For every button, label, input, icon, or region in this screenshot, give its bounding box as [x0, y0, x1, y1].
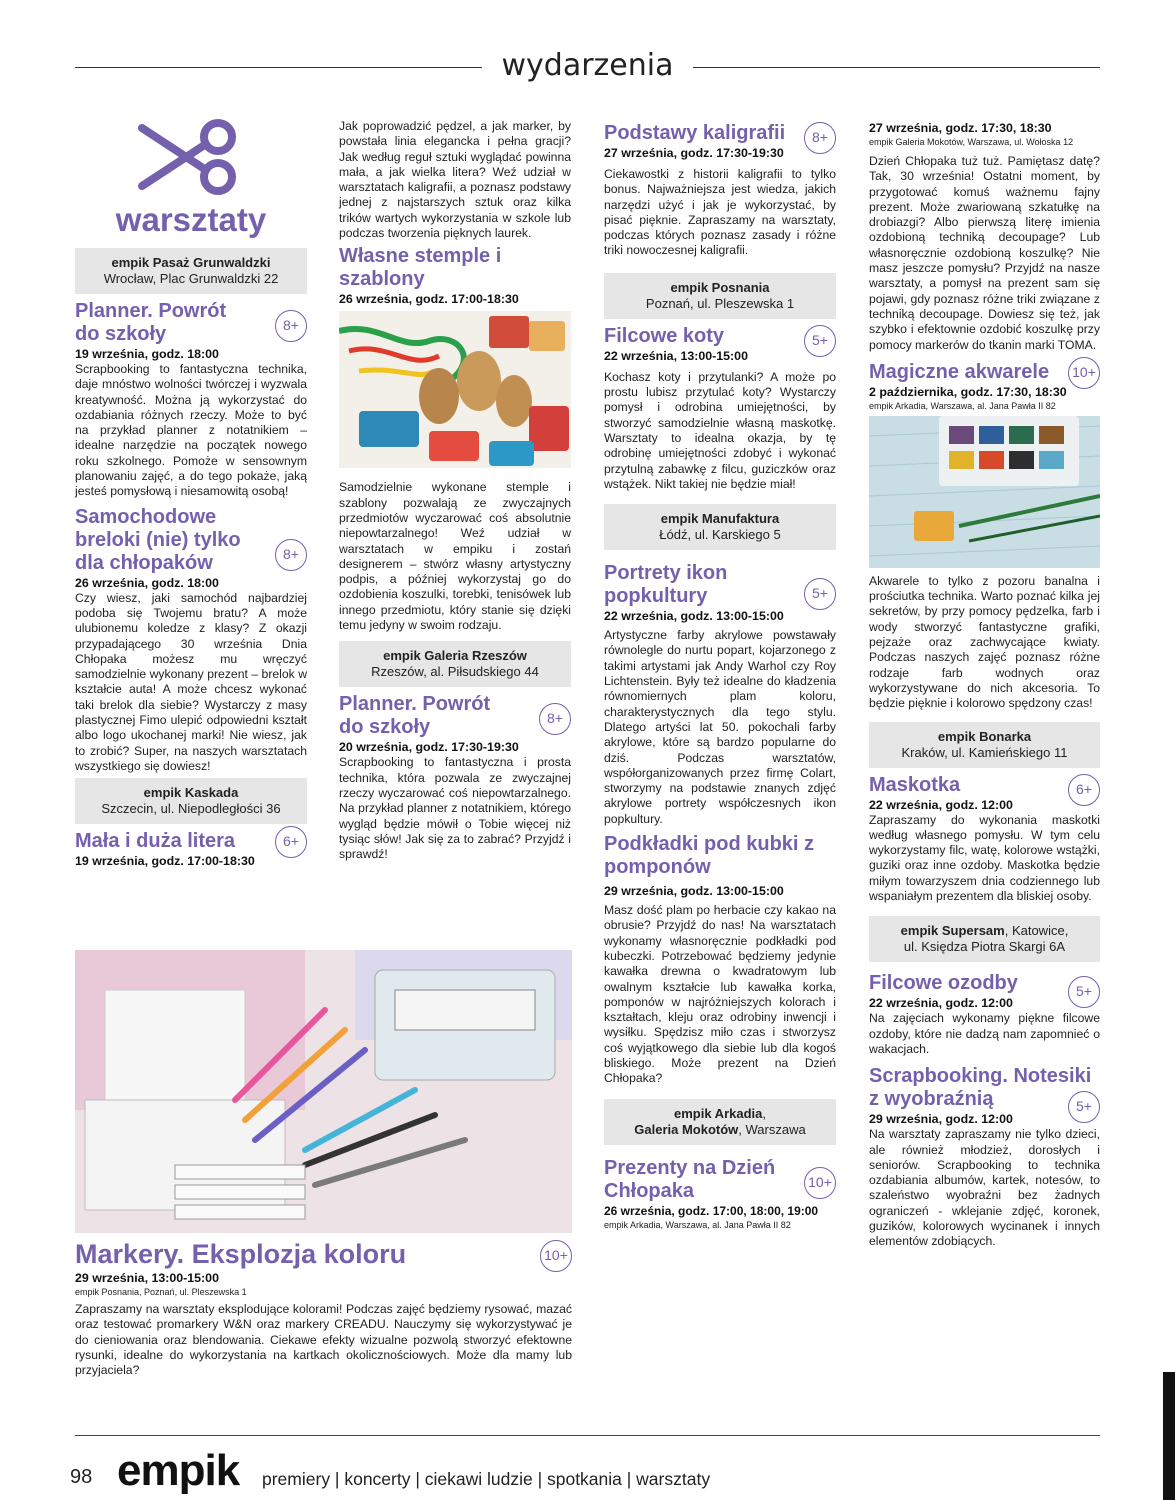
location-box: [339, 641, 571, 687]
location-box: [869, 916, 1100, 962]
event-date: 29 września, godz. 12:00: [869, 1112, 1013, 1127]
event-title: Filcowe koty: [604, 324, 725, 347]
column-1: [75, 118, 307, 869]
event-description: Na warsztaty zapraszamy nie tylko dzieci, ale również młodzież, dorosłych i seniorów. Scrapbooking to technika ozdabiania albumów, kartek, notesów, to szaleństwo wyobraźni bez żadnych ograniczeń - wklejanie zdjęć, koronek, guzików, kolorowych wycinanek i innych elementów zdobiących.: [869, 1127, 1100, 1249]
event-description: Zapraszamy do wykonania maskotki według własnego pomysłu. W tym celu wykorzystamy filc, watę, kolorowe wstążki, guziki oraz inne ozdoby. Maskotka będzie miłym towarzyszem dnia codziennego lub wspaniałym prezentem dla bliskiej osoby.: [869, 812, 1100, 904]
event-description: Samodzielnie wykonane stemple i szablony pozwalają ze zwyczajnych przedmiotów wyczarować coś absolutnie niepowtarzalnego! Weź udział w warsztatach w empiku i zostań designerem – stwórz własny artystyczny podpis, a później wykorzystaj go do ozdobienia koszulki, torebki, tenisówek lub innego przedmiotu, który stanie się dzięki temu jedyny w swoim rodzaju.: [339, 480, 571, 633]
event-header: [604, 1157, 836, 1203]
location-separator: ,: [762, 1105, 767, 1121]
event-title: Samochodowe breloki (nie) tylko dla chłopaków: [75, 505, 241, 574]
event-description: Masz dość plam po herbacie czy kakao na obrusie? Przyjdź do nas! Na warsztatach wykonamy własnoręcznie podkładki pod kubeczki. Potrzebować będziemy jedynie kawałka drewna o kwadratowym lub owalnym kształcie lub kawałka korka, pomponów w najróżniejszych kolorach i kształtach, kleju oraz odrobiny inwencji i wysiłku. Spędzisz miło czas i stworzysz coś wyjątkowego dla siebie lub dla kogoś bliskiego. Może prezent na Dzień Chłopaka?: [604, 903, 836, 1086]
event-description: Dzień Chłopaka tuż tuż. Pamiętasz datę? Tak, 30 września! Ostatni moment, by przygotować komuś ważnemu fajny prezent. Może zwariowaną szkatułkę na drobiazgi? Albo pierwszą literę imienia ozdobioną techniką decoupage? Lub własnoręcznie ozdobioną koszulkę? Nie masz jeszcze pomysłu? Przyjdź na nasze warsztaty, a pomysł na prezent sam się pojawi, gdy poznasz różne triki związane z techniką decoupage. Dowiesz się też, jak szybko i efektownie ozdobić koszulkę przy pomocy markerów do tkanin marki TOMA.: [869, 154, 1100, 352]
location-line: [873, 923, 1096, 939]
event-place: empik Arkadia, Warszawa, al. Jana Pawła II 82: [604, 1219, 791, 1230]
event-date: 26 września, godz. 18:00: [75, 575, 219, 590]
location-brand: empik Supersam: [900, 923, 1005, 939]
event-date: 27 września, godz. 17:30-19:30: [604, 146, 784, 160]
event-date: 22 września, 13:00-15:00: [604, 348, 748, 363]
event-description: Kochasz koty i przytulanki? A może po prostu lubisz przytulać koty? Wystarczy pomysł i odrobina umiejętności, by stworzyć samodzielnie własną maskotkę. Warsztaty to idealna okazja, by tę odrobinę umiejętności zdobyć i wykonać przytulną zabawkę z filcu, guziczków oraz wstążek. Nikt takiej nie będzie miał!: [604, 369, 836, 491]
event-date: 29 września, godz. 13:00-15:00: [604, 884, 784, 899]
age-badge: 8+: [539, 703, 571, 735]
age-badge: 5+: [804, 325, 836, 357]
event-description: Zapraszamy na warsztaty eksplodujące kolorami! Podczas zajęć będziemy rysować, mazać oraz testować promarkery W&N oraz markery CREADU. Nauczymy się wykorzystywać je do cieniowania oraz blendowania. Ciekawe efekty wizualne pozwolą stworzyć efektowne rysunki, idealne do wykorzystania na kartkach okolicznościowych. Może dla mamy lub przyjaciela?: [75, 1302, 572, 1378]
event-date: 26 września, godz. 17:00-18:30: [339, 292, 519, 307]
watercolors-photo: [869, 416, 1100, 568]
location-brand: empik Arkadia: [673, 1105, 763, 1121]
event-place: empik Galeria Mokotów, Warszawa, ul. Wołoska 12: [869, 137, 1074, 147]
event-date: 2 października, godz. 17:30, 18:30: [869, 384, 1067, 399]
location-box: [75, 778, 307, 824]
age-badge: 5+: [804, 578, 836, 610]
markers-event: [75, 1238, 572, 1378]
event-title: Portrety ikon popkultury: [604, 562, 728, 608]
location-box: [604, 273, 836, 319]
column-2: [339, 119, 571, 862]
event-description: Artystyczne farby akrylowe powstawały równolegle do nurtu popart, kojarzonego z takimi artystami jak Andy Warhol czy Roy Lichtenstein. Były też idealne do kładzenia równomiernych plam koloru, charakterystycznych dla tego stylu. Dlatego artyści lat 50. pokochali farby akrylowe, które są bardzo popularne do dziś. Podczas warsztatów, współorganizowanych przez firmę Colart, stworzymy na podstawie znanych zdjęć akrylowe portrety współczesnych ikon popkultury.: [604, 628, 836, 826]
event-title: Podkładki pod kubki z pomponów: [604, 833, 815, 879]
event-header: [869, 1065, 1100, 1115]
event-date: 22 września, godz. 12:00: [869, 996, 1013, 1011]
section-title: wydarzenia: [501, 48, 674, 83]
event-place: empik Posnania, Poznań, ul. Pleszewska 1: [75, 1287, 247, 1297]
event-description: Ciekawostki z historii kaligrafii to tylko bonus. Najważniejsza jest wiedza, jakich narzędzi użyć i jak je wykorzystać, by pisać pięknie. Zapraszamy na warsztaty, podczas których poznasz zasady i różne triki nowoczesnej kaligrafii.: [604, 167, 836, 258]
event-header: [339, 245, 571, 291]
location-brand: Galeria Mokotów: [634, 1121, 739, 1137]
location-city: , Katowice,: [1004, 923, 1069, 939]
age-badge: 10+: [540, 1240, 572, 1272]
age-badge: 10+: [1068, 357, 1100, 389]
footer-rule: [75, 1435, 1100, 1436]
event-header: [75, 1238, 572, 1270]
empik-logo: empik: [117, 1446, 240, 1495]
event-header: [75, 506, 307, 575]
event-date: 19 września, godz. 18:00: [75, 347, 219, 361]
location-address: Szczecin, ul. Niepodległości 36: [101, 801, 281, 817]
event-header: [604, 562, 836, 608]
event-description: Scrapbooking to fantastyczna technika, daje mnóstwo wolności twórczej i wyzwala kreatywność. Można ją wykorzystać do ozdabiania różnych rzeczy. Może to być na przykład planner z notatnikiem – idealne narzędzie na początek nowego roku szkolnego. Pomoże w sensownym planowaniu zajęć, a do tego pokaże, jaką jesteś pomysłową i niesamowitą osobą!: [75, 362, 307, 499]
event-date: 19 września, godz. 17:00-18:30: [75, 854, 255, 869]
event-title: Maskotka: [869, 773, 961, 796]
event-title: Prezenty na Dzień Chłopaka: [604, 1156, 776, 1202]
column-4: [869, 120, 1100, 1250]
event-header: [869, 774, 1100, 797]
event-description: Scrapbooking to fantastyczna i prosta technika, która pozwala ze zwyczajnej rzeczy wyczarować coś niepowtarzalnego. Na przykład planner z notatnikiem, którego wygląd będzie mówił o Tobie więcej niż tysiąc słów! Jak się za to zabrać? Przyjdź i sprawdź!: [339, 755, 571, 862]
event-header: [604, 833, 836, 879]
location-address: Rzeszów, al. Piłsudskiego 44: [371, 664, 539, 680]
event-date: 20 września, godz. 17:30-19:30: [339, 740, 519, 755]
event-title: Planner. Powrót do szkoły: [339, 693, 491, 739]
event-header: [75, 300, 307, 346]
location-brand: empik Posnania: [670, 279, 770, 295]
location-brand: empik Bonarka: [937, 728, 1032, 744]
age-badge: 5+: [1068, 1091, 1100, 1123]
event-header: [869, 361, 1100, 384]
age-badge: 8+: [275, 539, 307, 571]
event-header: [339, 693, 571, 739]
event-title: Własne stemple i szablony: [339, 245, 502, 291]
location-box: [604, 1099, 836, 1145]
event-date: 26 września, godz. 17:00, 18:00, 19:00: [604, 1203, 819, 1218]
location-brand: empik Galeria Rzeszów: [383, 648, 527, 664]
event-header: [604, 325, 836, 348]
column-3: [604, 122, 836, 1231]
event-date: 29 września, 13:00-15:00: [75, 1271, 219, 1285]
location-address: ul. Księdza Piotra Skargi 6A: [903, 939, 1066, 955]
age-badge: 5+: [1068, 976, 1100, 1008]
markers-photo: [75, 950, 572, 1233]
location-box: [75, 248, 307, 294]
event-header: [75, 830, 307, 853]
age-badge: 8+: [804, 122, 836, 154]
location-address: Poznań, ul. Pleszewska 1: [645, 295, 795, 311]
scissors-icon: [136, 118, 246, 196]
age-badge: 10+: [804, 1167, 836, 1199]
event-title: Markery. Eksplozja koloru: [75, 1239, 407, 1269]
location-box: [869, 722, 1100, 768]
header-rule-right: [693, 67, 1100, 68]
event-description: Na zajęciach wykonamy piękne filcowe ozdoby, które nie dadzą nam zapomnieć o wakacjach.: [869, 1011, 1100, 1056]
location-line: [608, 1122, 832, 1138]
location-address: Kraków, ul. Kamieńskiego 11: [901, 744, 1068, 760]
header-rule-left: [75, 67, 482, 68]
age-badge: 6+: [1068, 774, 1100, 806]
event-description: Jak poprowadzić pędzel, a jak marker, by powstała linia elegancka i pełna gracji? Jak według reguł sztuki wyglądać powinna mała, a jak wielka litera? Weź udział w warsztatach kaligrafii, a poznasz podstawy jednej z najstarszych sztuk oraz kilka trików wartych wykorzystania w szkole lub podczas tworzenia pięknych laurek.: [339, 119, 571, 241]
location-brand: empik Pasaż Grunwaldzki: [111, 255, 271, 270]
age-badge: 8+: [275, 310, 307, 342]
event-title: Mała i duża litera: [75, 830, 236, 853]
location-brand: empik Manufaktura: [660, 511, 780, 527]
footer-tagline: premiery | koncerty | ciekawi ludzie | spotkania | warsztaty: [262, 1469, 711, 1489]
location-city: , Warszawa: [738, 1121, 806, 1137]
location-box: [604, 504, 836, 550]
event-header: [869, 972, 1100, 1000]
event-place: empik Arkadia, Warszawa, al. Jana Pawła II 82: [869, 400, 1056, 411]
event-title: Podstawy kaligrafii: [604, 122, 786, 144]
event-title: Planner. Powrót do szkoły: [75, 300, 227, 345]
stamps-photo: [339, 311, 571, 468]
page-number: 98: [70, 1466, 93, 1488]
event-header: [604, 122, 836, 145]
category-heading: warsztaty: [115, 201, 267, 238]
event-date: 27 września, godz. 17:30, 18:30: [869, 121, 1052, 135]
age-badge: 6+: [275, 826, 307, 858]
event-description: Czy wiesz, jaki samochód najbardziej podoba się Twojemu bratu? A może ulubionemu koledze z klasy? Z okazji przypadającego 30 września Dnia Chłopaka możesz mu wręczyć samodzielnie wykonany prezent – brelok w kształcie auta! A może chcesz wykonać taki brelok dla siebie? Wystarczy z masy plastycznej Fimo ulepić odpowiedni kształt albo logo ukochanej marki! Nie wiesz, jak to zrobić? Super, na naszych warsztatach wszystkiego się dowiesz!: [75, 590, 307, 773]
event-date: 22 września, godz. 13:00-15:00: [604, 609, 784, 624]
location-address: Łódź, ul. Karskiego 5: [659, 527, 781, 543]
event-date: 22 września, godz. 12:00: [869, 797, 1013, 812]
event-title: Scrapbooking. Notesiki z wyobraźnią: [869, 1065, 1092, 1111]
event-title: Filcowe ozodby: [869, 972, 1018, 995]
event-description: Akwarele to tylko z pozoru banalna i prościutka technika. Warto poznać kilka jej sekretów, by przy pomocy pędzelka, farb i wody stworzyć fantastyczne grafiki, pejzaże oraz zachwycające kwiaty. Podczas naszych zajęć poznasz różne rodzaje farb wodnych oraz wykorzystywane do nich akcesoria. To będzie pięknie i kolorowo spędzony czas!: [869, 573, 1100, 711]
event-title: Magiczne akwarele: [869, 360, 1050, 383]
location-address: Wrocław, Plac Grunwaldzki 22: [103, 271, 279, 286]
location-brand: empik Kaskada: [143, 785, 239, 801]
location-line: [608, 1106, 832, 1122]
page-edge-tab: [1163, 1372, 1175, 1500]
